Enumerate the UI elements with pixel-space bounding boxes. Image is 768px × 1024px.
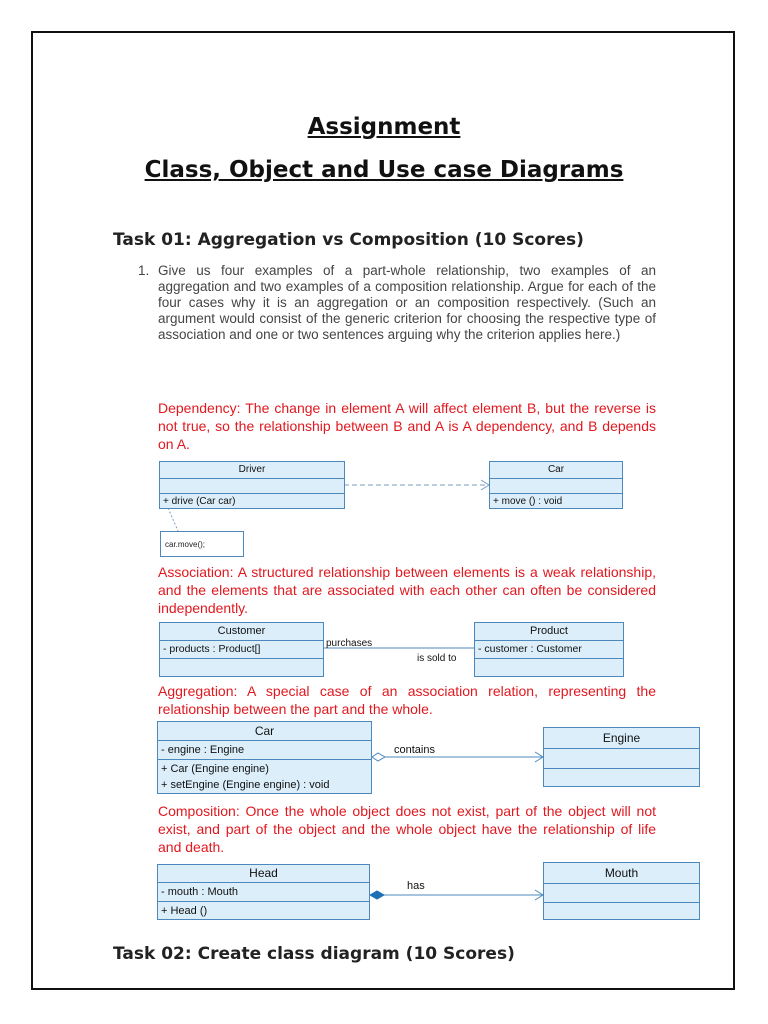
- task1-question: Give us four examples of a part-whole relationship, two examples of an aggregation and two examples of a composition relationship. Argue for each of the four cases why it is an aggregation or an composition respectively. (Such an argument would consist of the generic criterion for choosing the respective type of association and one or two sentences arguing why the criterion applies here.): [158, 263, 656, 342]
- driver-attributes: [160, 479, 344, 494]
- car-class-name: Car: [490, 462, 622, 479]
- driver-class-box: [159, 461, 345, 509]
- car-attributes: [490, 479, 622, 494]
- aggregation-label: contains: [394, 744, 435, 756]
- engine-class-box: [543, 727, 700, 787]
- car-aggregate-operations: [158, 760, 371, 795]
- association-answer: Association: A structured relationship between elements is a weak relationship, and the elements that are associated with each other can often be considered independently.: [158, 564, 656, 616]
- driver-operation: + drive (Car car): [163, 496, 236, 507]
- mouth-attributes: [544, 884, 699, 903]
- association-label-purchases: purchases: [326, 638, 373, 649]
- association-label-sold: is sold to: [417, 653, 457, 664]
- dependency-answer: Dependency: The change in element A will affect element B, but the reverse is not true, so the relationship between B and A is A dependency, and B depends on A.: [158, 400, 656, 452]
- driver-class-name: Driver: [160, 462, 344, 479]
- car-operation: + move () : void: [493, 496, 563, 507]
- uml-note: car.move();: [160, 531, 244, 557]
- mouth-class-box: [543, 862, 700, 920]
- car-engine-attribute: - engine : Engine: [158, 741, 371, 760]
- customer-class-box: [159, 622, 324, 677]
- head-class-box: [157, 864, 370, 920]
- customer-operations: [160, 659, 323, 677]
- mouth-operations: [544, 903, 699, 921]
- car-constructor-operation: + Car (Engine engine): [161, 763, 269, 775]
- task1-heading: Task 01: Aggregation vs Composition (10 Scores): [113, 230, 584, 250]
- head-mouth-attribute: - mouth : Mouth: [158, 883, 369, 902]
- task2-heading: Task 02: Create class diagram (10 Scores): [113, 944, 515, 964]
- aggregation-answer: Aggregation: A special case of an association relation, representing the relationship between the part and the whole.: [158, 683, 656, 717]
- head-constructor-operation: + Head (): [161, 905, 208, 917]
- engine-operations: [544, 769, 699, 788]
- product-operations: [475, 659, 623, 677]
- question-number: 1.: [138, 263, 150, 278]
- composition-answer: Composition: Once the whole object does not exist, part of the object will not exist, and part of the object and the whole object have the relationship of life and death.: [158, 803, 656, 855]
- car-aggregate-class-box: [157, 721, 372, 794]
- customer-attribute: - products : Product[]: [160, 641, 323, 659]
- product-class-box: [474, 622, 624, 677]
- engine-class-name: Engine: [544, 728, 699, 749]
- page-subtitle: Class, Object and Use case Diagrams: [144, 157, 624, 183]
- customer-class-name: Customer: [160, 623, 323, 641]
- car-setengine-operation: + setEngine (Engine engine) : void: [161, 779, 330, 791]
- engine-attributes: [544, 749, 699, 769]
- car-class-box: [489, 461, 623, 509]
- head-class-name: Head: [158, 865, 369, 883]
- product-class-name: Product: [475, 623, 623, 641]
- car-aggregate-class-name: Car: [158, 722, 371, 741]
- page-title: Assignment: [307, 114, 461, 140]
- composition-label: has: [407, 880, 425, 892]
- mouth-class-name: Mouth: [544, 863, 699, 884]
- product-attribute: - customer : Customer: [475, 641, 623, 659]
